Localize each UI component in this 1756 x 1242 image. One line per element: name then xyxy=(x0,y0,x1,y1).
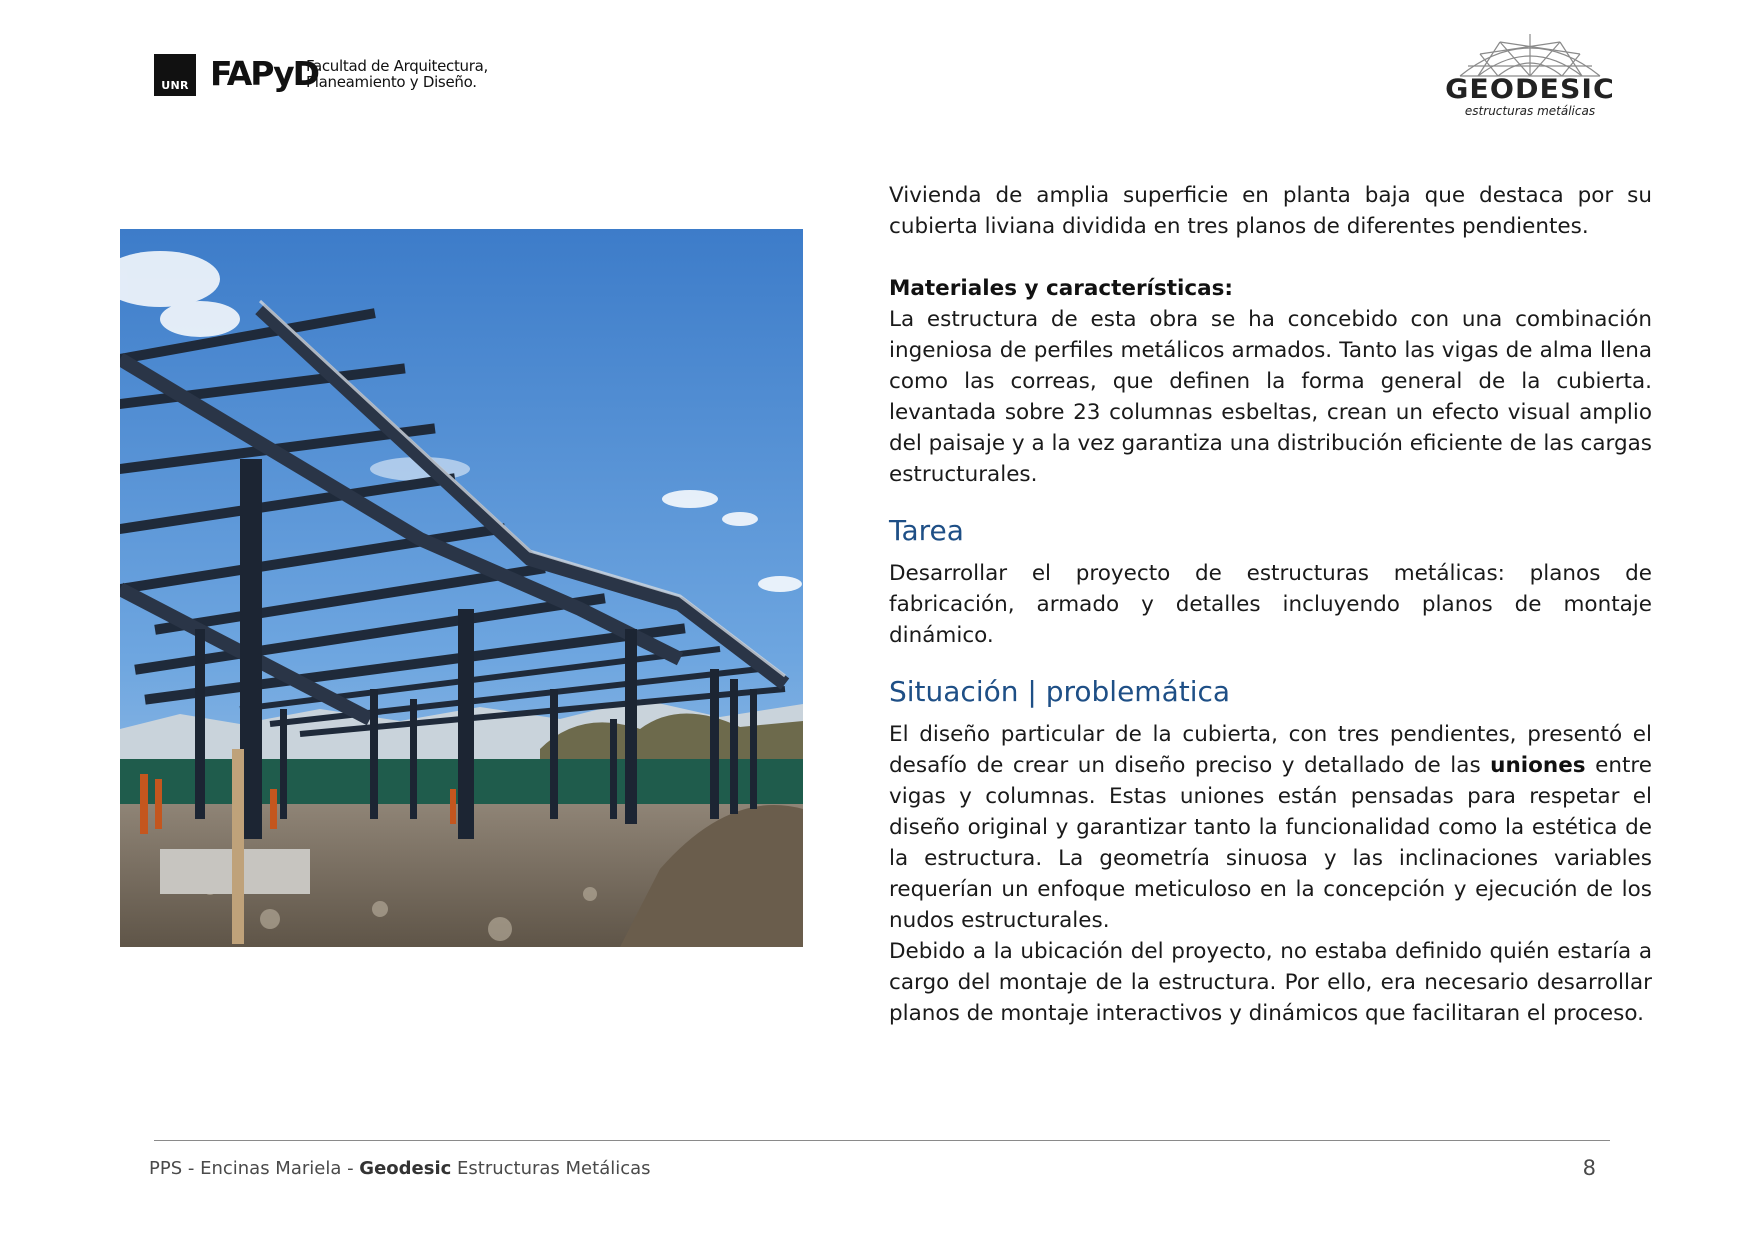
content-column xyxy=(889,180,1652,1029)
fapyd-logo: FAPyD xyxy=(210,54,318,93)
footer-suffix: Estructuras Metálicas xyxy=(451,1158,651,1179)
unr-logo-text: UNR xyxy=(161,79,189,92)
footer-prefix: PPS - Encinas Mariela - xyxy=(149,1158,360,1179)
task-paragraph: Desarrollar el proyecto de estructuras metálicas: planos de fabricación, armado y detalles incluyendo planos de montaje dinámico. xyxy=(889,561,1652,648)
geodesic-tagline: estructuras metálicas xyxy=(1464,104,1596,118)
situation-text-a: El diseño particular de la cubierta, con tres pendientes, presentó el desafío de crear un diseño preciso y detallado de las xyxy=(889,722,1652,778)
situation-paragraph-2: Debido a la ubicación del proyecto, no estaba definido quién estaría a cargo del montaje de la estructura. Por ello, era necesario desarrollar planos de montaje interactivos y dinámicos que facilitaran el proceso. xyxy=(889,939,1652,1026)
materials-paragraph: La estructura de esta obra se ha concebido con una combinación ingeniosa de perfiles metálicos armados. Tanto las vigas de alma llena como las correas, que definen la forma general de la cubierta. levantada sobre 23 columnas esbeltas, crean un efecto visual amplio del paisaje y a la vez garantiza una distribución eficiente de las cargas estructurales. xyxy=(889,307,1652,487)
intro-paragraph: Vivienda de amplia superficie en planta baja que destaca por su cubierta liviana dividida en tres planos de diferentes pendientes. xyxy=(889,183,1652,239)
unions-emphasis: uniones xyxy=(1490,753,1586,778)
geodesic-brand-name: GEODESIC xyxy=(1445,74,1615,105)
fapyd-subtitle xyxy=(306,58,488,90)
footer-credit xyxy=(149,1158,651,1179)
unr-logo xyxy=(154,54,196,96)
footer-brand: Geodesic xyxy=(359,1158,452,1179)
footer-divider xyxy=(154,1140,1610,1141)
page-number: 8 xyxy=(1582,1156,1596,1180)
situation-text-b: entre vigas y columnas. Estas uniones están pensadas para respetar el diseño original y garantizar tanto la funcionalidad como la estética de la estructura. La geometría sinuosa y las inclinaciones variables requerían un enfoque meticuloso en la concepción y ejecución de los nudos estructurales. xyxy=(889,753,1652,933)
task-heading: Tarea xyxy=(889,514,964,547)
fapyd-subtitle-line1: Facultad de Arquitectura, xyxy=(306,57,488,75)
fapyd-subtitle-line2: Planeamiento y Diseño. xyxy=(306,73,477,91)
situation-paragraph-1 xyxy=(889,719,1652,936)
materials-heading: Materiales y características: xyxy=(889,276,1234,301)
steel-structure-photo xyxy=(120,229,803,947)
situation-heading: Situación | problemática xyxy=(889,675,1231,708)
